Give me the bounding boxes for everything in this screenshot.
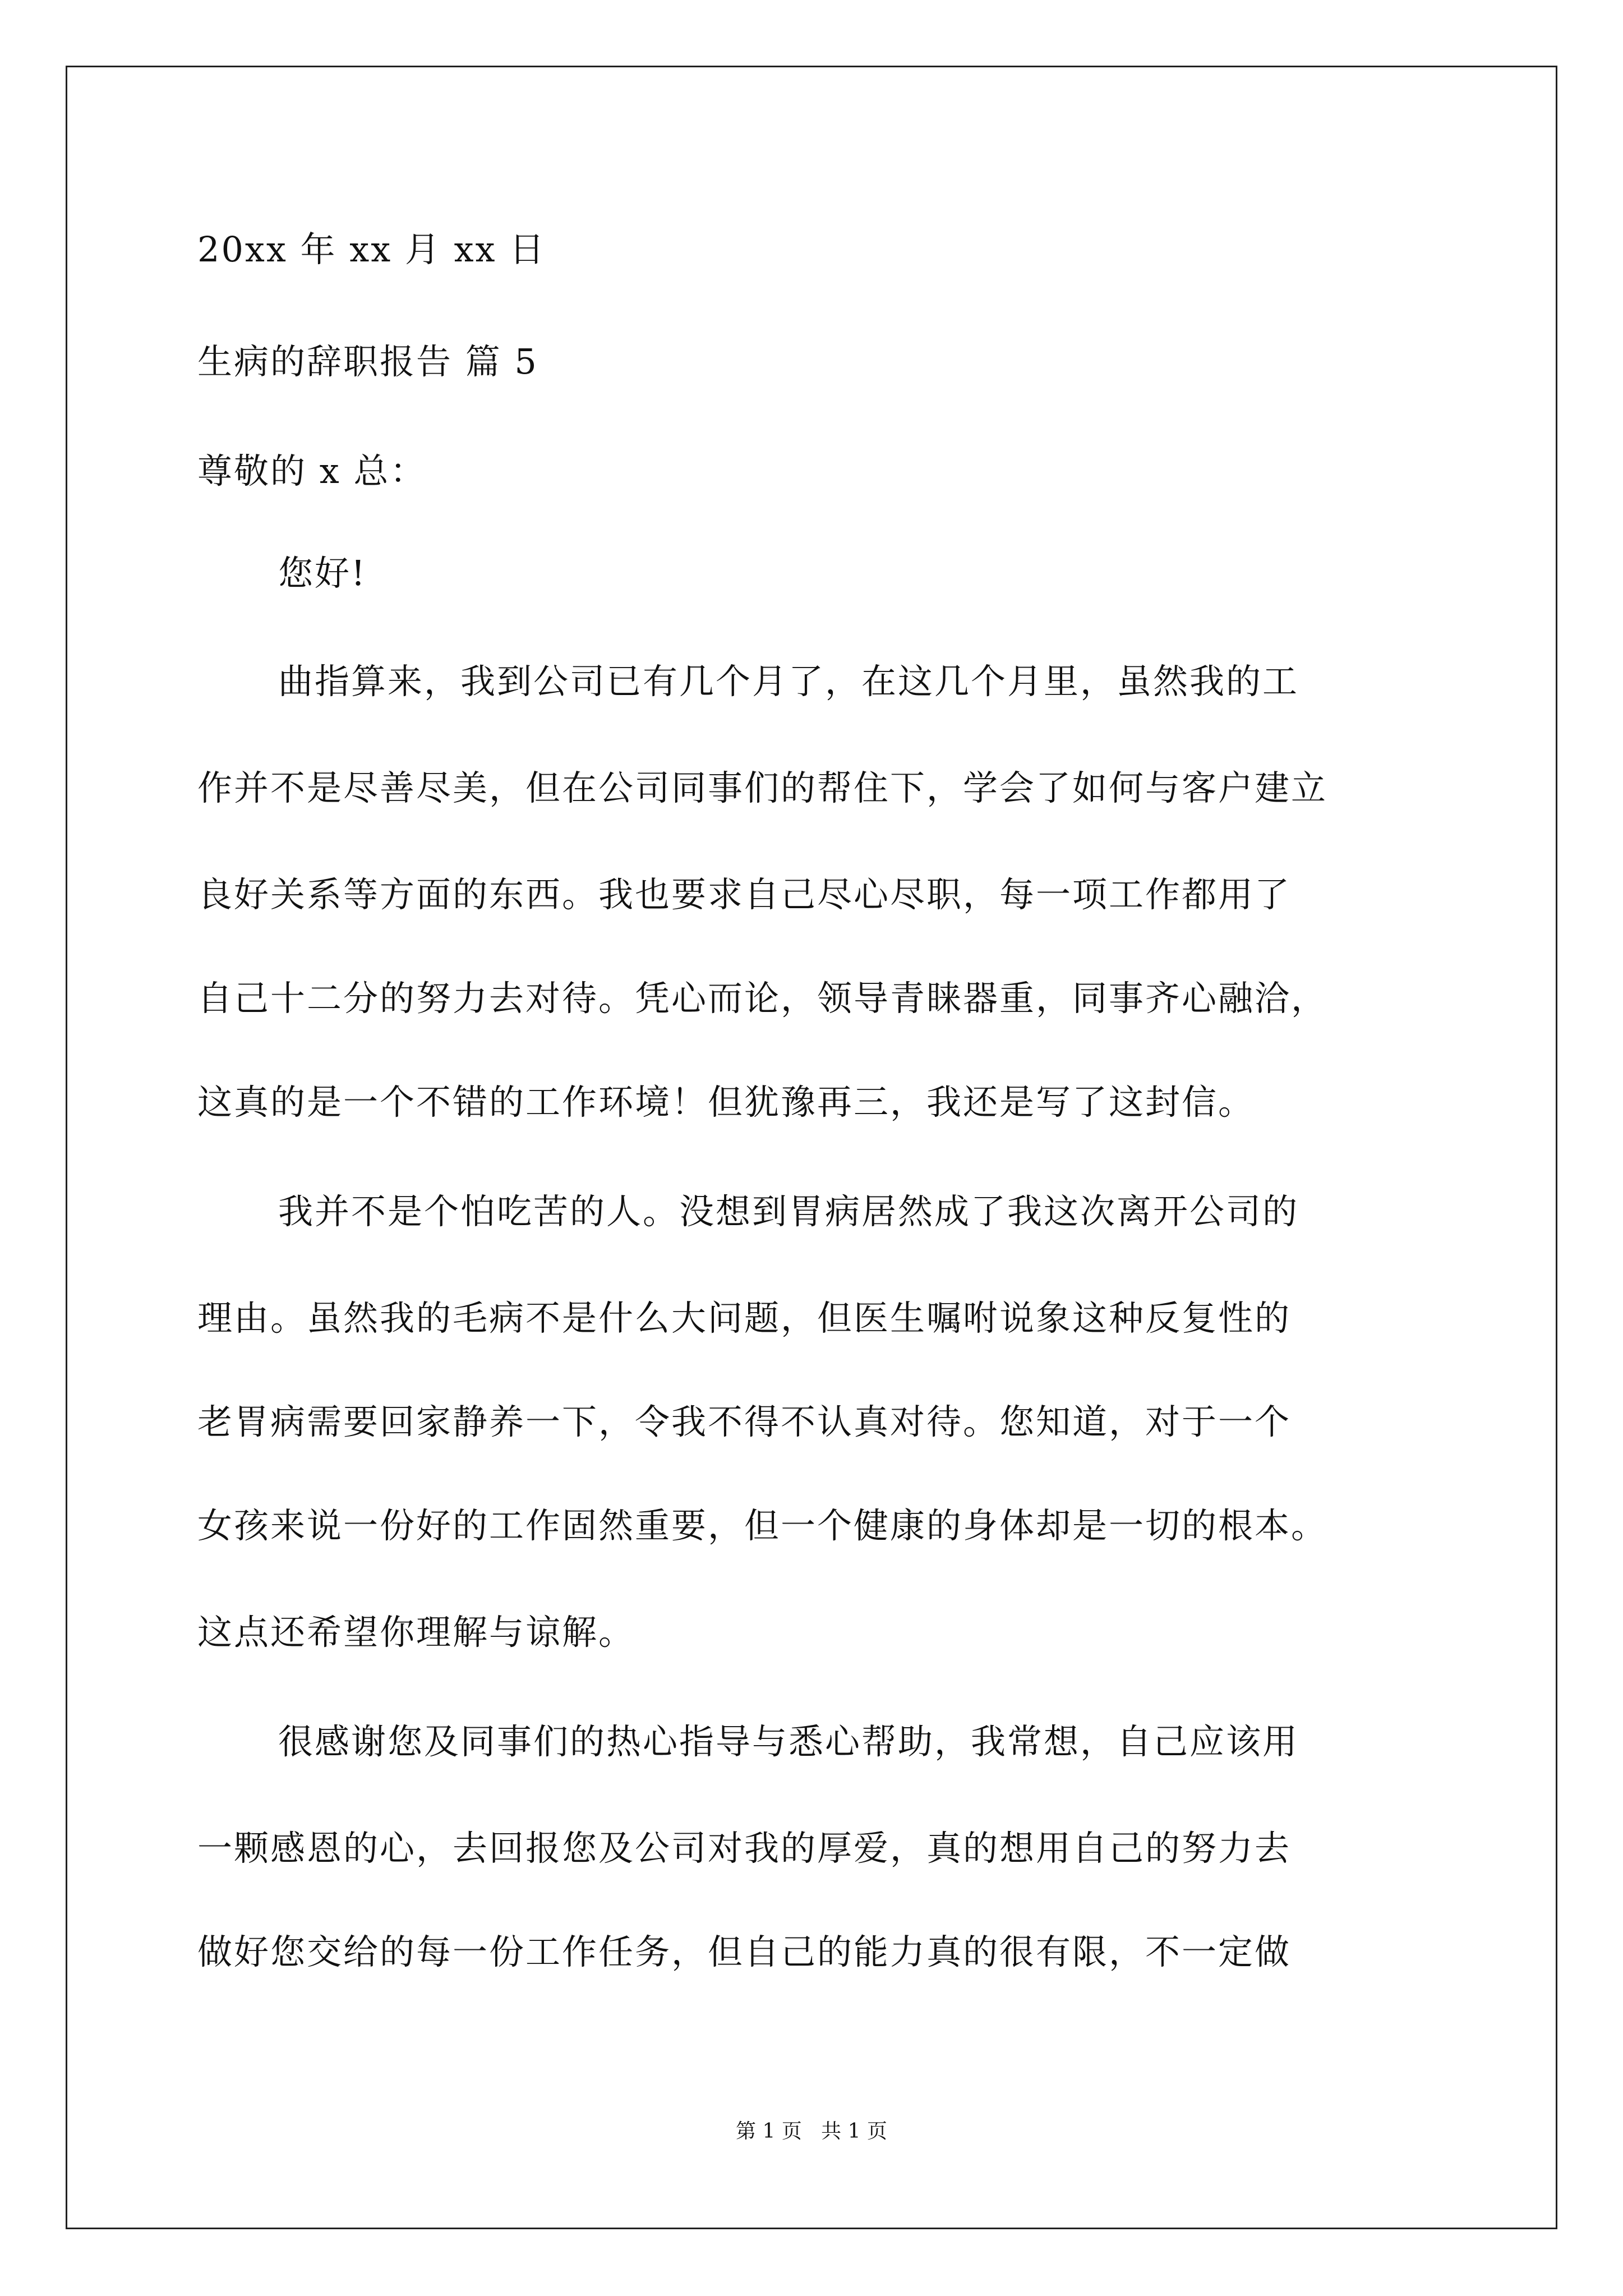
document-heading: 生病的辞职报告 篇 5: [197, 341, 538, 382]
document-date: 20xx 年 xx 月 xx 日: [197, 229, 546, 270]
body-line: 做好您交给的每一份工作任务，但自己的能力真的很有限，不一定做: [197, 1931, 1292, 1972]
body-line: 良好关系等方面的东西。我也要求自己尽心尽职，每一项工作都用了: [197, 874, 1292, 915]
body-line: 这真的是一个不错的工作环境！但犹豫再三，我还是写了这封信。: [197, 1082, 1255, 1122]
body-line: 理由。虽然我的毛病不是什么大问题，但医生嘱咐说象这种反复性的: [197, 1297, 1292, 1338]
body-line: 很感谢您及同事们的热心指导与悉心帮助，我常想，自己应该用: [278, 1721, 1299, 1762]
body-line: 一颗感恩的心，去回报您及公司对我的厚爱，真的想用自己的努力去: [197, 1828, 1292, 1869]
body-line: 老胃病需要回家静养一下，令我不得不认真对待。您知道，对于一个: [197, 1401, 1292, 1442]
body-line: 曲指算来，我到公司已有几个月了，在这几个月里，虽然我的工: [278, 661, 1299, 702]
body-line: 自己十二分的努力去对待。凭心而论，领导青睐器重，同事齐心融洽，: [197, 978, 1328, 1019]
greeting: 您好!: [278, 553, 367, 593]
body-line: 女孩来说一份好的工作固然重要，但一个健康的身体却是一切的根本。: [197, 1505, 1328, 1546]
body-line: 作并不是尽善尽美，但在公司同事们的帮住下，学会了如何与客户建立: [197, 767, 1328, 808]
page-footer: 第 1 页 共 1 页: [736, 2120, 887, 2143]
page-border: [66, 66, 1557, 2229]
salutation: 尊敬的 x 总：: [197, 450, 427, 491]
body-line: 我并不是个怕吃苦的人。没想到胃病居然成了我这次离开公司的: [278, 1191, 1299, 1232]
body-line: 这点还希望你理解与谅解。: [197, 1612, 635, 1653]
